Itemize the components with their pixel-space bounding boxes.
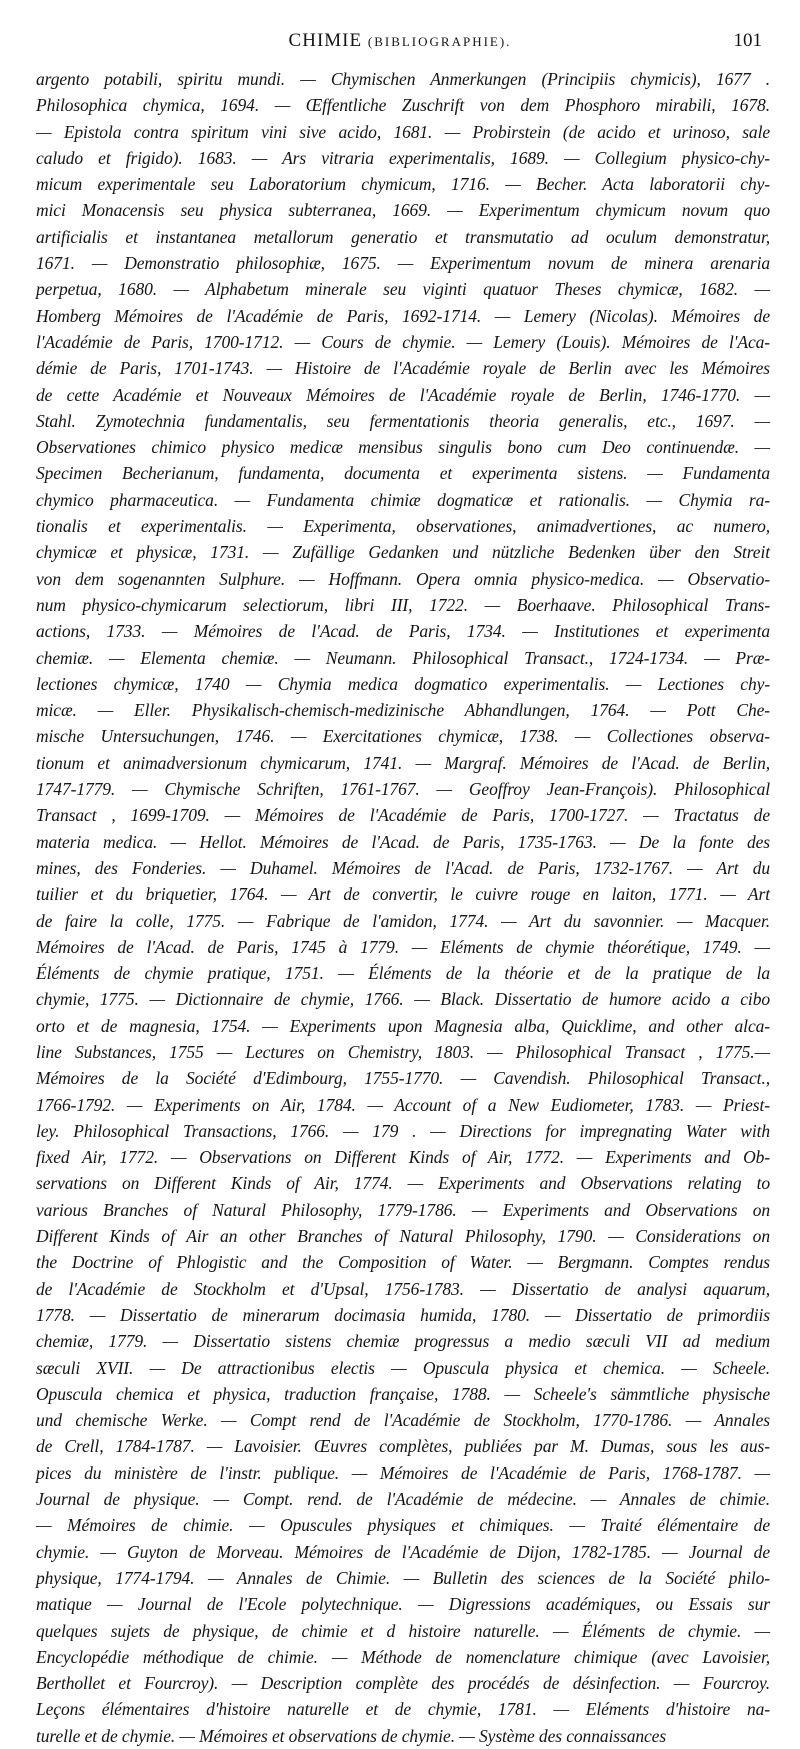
text-line: perpetua, 1680. — Alphabetum minerale seu viginti quatuor Theses chymicæ, 1682. — — [36, 279, 770, 300]
text-line: chemiæ, 1779. — Dissertatio sistens chemiæ progressus a medio sæculi VII ad medium — [36, 1331, 770, 1352]
text-line: chymie, 1775. — Dictionnaire de chymie, 1766. — Black. Dissertatio de humore acido a cibo — [36, 989, 770, 1010]
text-line: Berthollet et Fourcroy). — Description complète des procédés de désinfection. — Fourcroy. — [36, 1673, 770, 1694]
text-line: — Mémoires de chimie. — Opuscules physiques et chimiques. — Traité élémentaire de — [36, 1515, 770, 1536]
text-line: num physico-chymicarum selectiorum, libri III, 1722. — Boerhaave. Philosophical Trans- — [36, 594, 770, 615]
text-line: mische Untersuchungen, 1746. — Exercitationes chymicæ, 1738. — Collectiones observa- — [36, 726, 770, 747]
text-line: sæculi XVII. — De attractionibus electis — Opuscula physica et chemica. — Scheele. — [36, 1357, 770, 1378]
page-number: 101 — [733, 30, 762, 51]
text-line: Transact , 1699-1709. — Mémoires de l'Académie de Paris, 1700-1727. — Tractatus de — [36, 805, 770, 826]
text-line: line Substances, 1755 — Lectures on Chemistry, 1803. — Philosophical Transact , 1775.— — [36, 1041, 770, 1062]
text-line: various Branches of Natural Philosophy, 1779-1786. — Experiments and Observations on — [36, 1199, 770, 1220]
text-line: 1766-1792. — Experiments on Air, 1784. — Account of a New Eudiometer, 1783. — Priest- — [36, 1094, 770, 1115]
text-line: physique, 1774-1794. — Annales de Chimie. — Bulletin des sciences de la Société philo- — [36, 1567, 770, 1588]
text-line: Journal de physique. — Compt. rend. de l'Académie de médecine. — Annales de chimie. — [36, 1489, 770, 1510]
text-line: von dem sogenannten Sulphure. — Hoffmann. Opera omnia physico-medica. — Observatio- — [36, 568, 770, 589]
text-line: tuilier et du briquetier, 1764. — Art de convertir, le cuivre rouge en laiton, 1771. — Art — [36, 884, 770, 905]
text-line: chymicæ et physicæ, 1731. — Zufällige Gedanken und nützliche Bedenken über den Streit — [36, 542, 770, 563]
text-line: caludo et frigido). 1683. — Ars vitraria experimentalis, 1689. — Collegium physico-chy- — [36, 147, 770, 168]
text-line: Stahl. Zymotechnia fundamentalis, seu fermentationis theoria generalis, etc., 1697. — — [36, 410, 770, 431]
text-line: Opuscula chemica et physica, traduction française, 1788. — Scheele's sämmtliche physische — [36, 1383, 770, 1404]
text-line: chymico pharmaceutica. — Fundamenta chimiæ dogmaticæ et rationalis. — Chymia ra- — [36, 489, 770, 510]
text-line: mici Monacensis seu physica subterranea, 1669. — Experimentum chymicum novum quo — [36, 200, 770, 221]
running-title — [0, 30, 800, 52]
text-line: the Doctrine of Phlogistic and the Composition of Water. — Bergmann. Comptes rendus — [36, 1252, 770, 1273]
text-line: tionalis et experimentalis. — Experimenta, observationes, animadvertiones, ac numero, — [36, 516, 770, 537]
text-line: fixed Air, 1772. — Observations on Different Kinds of Air, 1772. — Experiments and Ob- — [36, 1147, 770, 1168]
text-line: und chemische Werke. — Compt rend de l'Académie de Stockholm, 1770-1786. — Annales — [36, 1410, 770, 1431]
text-line: Encyclopédie méthodique de chimie. — Méthode de nomenclature chimique (avec Lavoisier, — [36, 1646, 770, 1667]
text-line: Observationes chimico physico medicæ mensibus singulis bono cum Deo continuendæ. — — [36, 437, 770, 458]
text-line: artificialis et instantanea metallorum generatio et transmutatio ad oculum demonstratur, — [36, 226, 770, 247]
text-line: de faire la colle, 1775. — Fabrique de l'amidon, 1774. — Art du savonnier. — Macquer. — [36, 910, 770, 931]
text-line: Éléments de chymie pratique, 1751. — Éléments de la théorie et de la pratique de la — [36, 963, 770, 984]
running-title-main: CHIMIE — [288, 30, 363, 51]
text-line: lectiones chymicæ, 1740 — Chymia medica dogmatico experimentalis. — Lectiones chy- — [36, 673, 770, 694]
text-line: ley. Philosophical Transactions, 1766. — 179 . — Directions for impregnating Water with — [36, 1120, 770, 1141]
text-line: démie de Paris, 1701-1743. — Histoire de l'Académie royale de Berlin avec les Mémoires — [36, 358, 770, 379]
text-line: de cette Académie et Nouveaux Mémoires de l'Académie royale de Berlin, 1746-1770. — — [36, 384, 770, 405]
text-line: servations on Different Kinds of Air, 1774. — Experiments and Observations relating to — [36, 1173, 770, 1194]
text-line: de Crell, 1784-1787. — Lavoisier. Œuvres complètes, publiées par M. Dumas, sous les aus- — [36, 1436, 770, 1457]
text-line: de l'Académie de Stockholm et d'Upsal, 1756-1783. — Dissertatio de analysi aquarum, — [36, 1278, 770, 1299]
text-line: Different Kinds of Air an other Branches of Natural Philosophy, 1790. — Considerations on — [36, 1226, 770, 1247]
text-line: 1747-1779. — Chymische Schriften, 1761-1767. — Geoffroy Jean-François). Philosophical — [36, 779, 770, 800]
text-line: mines, des Fonderies. — Duhamel. Mémoires de l'Acad. de Paris, 1732-1767. — Art du — [36, 857, 770, 878]
text-line: Leçons élémentaires d'histoire naturelle et de chymie, 1781. — Eléments d'histoire na- — [36, 1699, 770, 1720]
text-line: Specimen Becherianum, fundamenta, documenta et experimenta sistens. — Fundamenta — [36, 463, 770, 484]
text-line: micæ. — Eller. Physikalisch-chemisch-medizinische Abhandlungen, 1764. — Pott Che- — [36, 700, 770, 721]
text-line: chymie. — Guyton de Morveau. Mémoires de l'Académie de Dijon, 1782-1785. — Journal de — [36, 1541, 770, 1562]
running-title-sub: (BIBLIOGRAPHIE). — [367, 34, 512, 49]
page-header — [0, 26, 800, 56]
text-line: micum experimentale seu Laboratorium chymicum, 1716. — Becher. Acta laboratorii chy- — [36, 174, 770, 195]
text-line: Mémoires de l'Acad. de Paris, 1745 à 1779. — Eléments de chymie théorétique, 1749. — — [36, 936, 770, 957]
text-line: 1778. — Dissertatio de minerarum docimasia humida, 1780. — Dissertatio de primordiis — [36, 1304, 770, 1325]
text-line: turelle et de chymie. — Mémoires et observations de chymie. — Système des connaissances — [36, 1725, 667, 1746]
text-line: 1671. — Demonstratio philosophiæ, 1675. — Experimentum novum de minera arenaria — [36, 253, 770, 274]
text-line: tionum et animadversionum chymicarum, 1741. — Margraf. Mémoires de l'Acad. de Berlin, — [36, 752, 770, 773]
text-line: quelques sujets de physique, de chimie et d histoire naturelle. — Éléments de chymie. — — [36, 1620, 770, 1641]
bibliography-text — [36, 66, 770, 1749]
text-line: actions, 1733. — Mémoires de l'Acad. de Paris, 1734. — Institutiones et experimenta — [36, 621, 770, 642]
text-line: Mémoires de la Société d'Edimbourg, 1755-1770. — Cavendish. Philosophical Transact., — [36, 1068, 770, 1089]
text-line: argento potabili, spiritu mundi. — Chymischen Anmerkungen (Principiis chymicis), 1677 . — [36, 69, 770, 89]
text-line: matique — Journal de l'Ecole polytechnique. — Digressions académiques, ou Essais sur — [36, 1594, 770, 1615]
text-line: — Epistola contra spiritum vini sive acido, 1681. — Probirstein (de acido et urinoso, sale — [36, 121, 770, 142]
text-line: l'Académie de Paris, 1700-1712. — Cours de chymie. — Lemery (Louis). Mémoires de l'Aca- — [36, 331, 770, 352]
text-line: Homberg Mémoires de l'Académie de Paris, 1692-1714. — Lemery (Nicolas). Mémoires de — [36, 305, 770, 326]
text-line: orto et de magnesia, 1754. — Experiments upon Magnesia alba, Quicklime, and other alca- — [36, 1015, 770, 1036]
text-line: pices du ministère de l'instr. publique. — Mémoires de l'Académie de Paris, 1768-1787. — — [36, 1462, 770, 1483]
text-line: Philosophica chymica, 1694. — Œffentliche Zuschrift von dem Phosphoro mirabili, 1678. — [36, 95, 770, 116]
text-line: chemiæ. — Elementa chemiæ. — Neumann. Philosophical Transact., 1724-1734. — Præ- — [36, 647, 770, 668]
text-line: materia medica. — Hellot. Mémoires de l'Acad. de Paris, 1735-1763. — De la fonte des — [36, 831, 770, 852]
